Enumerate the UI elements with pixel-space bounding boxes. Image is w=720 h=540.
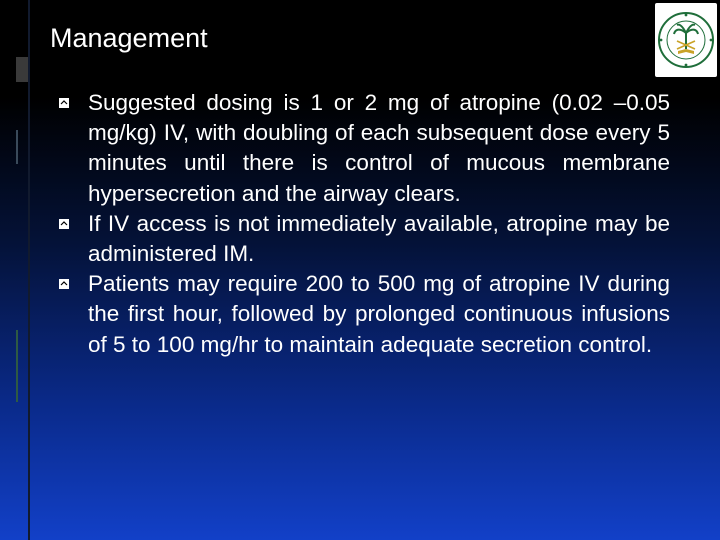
list-item — [58, 209, 670, 269]
left-decorative-accent — [16, 330, 28, 402]
square-bullet-icon — [58, 97, 70, 109]
list-item — [58, 88, 670, 209]
left-decorative-block — [16, 57, 28, 82]
square-bullet-icon — [58, 278, 70, 290]
list-item — [58, 269, 670, 360]
university-logo — [655, 3, 717, 77]
bullet-text: If IV access is not immediately available, atropine may be administered IM. — [88, 210, 670, 267]
bullet-text: Suggested dosing is 1 or 2 mg of atropine (0.02 –0.05 mg/kg) IV, with doubling of each subsequent dose every 5 minutes until there is control of mucous membrane hypersecretion and the airway clears. — [88, 90, 670, 206]
left-decorative-accent — [16, 130, 28, 164]
king-saud-university-logo-icon — [655, 3, 717, 77]
slide-title: Management — [50, 23, 208, 53]
slide-content — [58, 88, 670, 360]
bullet-text: Patients may require 200 to 500 mg of atropine IV during the first hour, followed by prolonged continuous infusions of 5 to 100 mg/hr to maintain adequate secretion control. — [88, 271, 670, 357]
left-decorative-stripe — [28, 0, 30, 540]
bullet-list — [58, 88, 670, 360]
square-bullet-icon — [58, 218, 70, 230]
